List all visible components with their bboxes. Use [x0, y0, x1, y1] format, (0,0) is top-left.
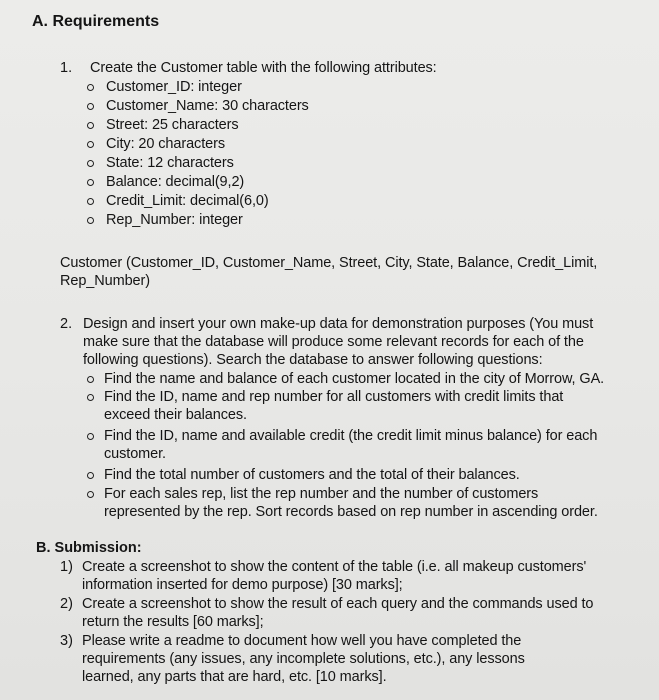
bullet-icon: [87, 394, 94, 401]
attribute-item: Credit_Limit: decimal(6,0): [106, 193, 269, 209]
submission-3-number: 3): [60, 633, 73, 649]
item-2-number: 2.: [60, 316, 73, 332]
submission-item: Please write a readme to document how well you have completed the: [82, 633, 522, 649]
attribute-item: State: 12 characters: [106, 155, 234, 171]
submission-item: Create a screenshot to show the result of each query and the commands used to: [82, 596, 594, 612]
bullet-icon: [87, 160, 94, 167]
question-item: Find the ID, name and available credit (the credit limit minus balance) for each: [104, 428, 598, 444]
attribute-item: Customer_Name: 30 characters: [106, 98, 309, 114]
question-item: represented by the rep. Sort records based on rep number in ascending order.: [104, 504, 598, 520]
attribute-item: Rep_Number: integer: [106, 212, 243, 228]
bullet-icon: [87, 217, 94, 224]
schema-text: Customer (Customer_ID, Customer_Name, Street, City, State, Balance, Credit_Limit,: [60, 255, 598, 271]
attribute-item: Customer_ID: integer: [106, 79, 242, 95]
question-item: customer.: [104, 446, 166, 462]
submission-1-number: 1): [60, 559, 73, 575]
item-2-intro: Design and insert your own make-up data for demonstration purposes (You must: [83, 316, 594, 332]
bullet-icon: [87, 376, 94, 383]
question-item: For each sales rep, list the rep number and the number of customers: [104, 486, 539, 502]
submission-item: learned, any parts that are hard, etc. [10 marks].: [82, 669, 387, 685]
item-1-number: 1.: [60, 60, 73, 76]
bullet-icon: [87, 491, 94, 498]
question-item: Find the name and balance of each customer located in the city of Morrow, GA.: [104, 371, 605, 387]
section-a-heading: A. Requirements: [32, 13, 160, 30]
question-item: exceed their balances.: [104, 407, 247, 423]
submission-item: information inserted for demo purpose) [30 marks];: [82, 577, 403, 593]
attribute-item: Street: 25 characters: [106, 117, 239, 133]
bullet-icon: [87, 141, 94, 148]
bullet-icon: [87, 122, 94, 129]
schema-text: Rep_Number): [60, 273, 150, 289]
bullet-icon: [87, 103, 94, 110]
submission-2-number: 2): [60, 596, 73, 612]
submission-item: requirements (any issues, any incomplete solutions, etc.), any lessons: [82, 651, 525, 667]
item-2-intro: make sure that the database will produce some relevant records for each of the: [83, 334, 584, 350]
bullet-icon: [87, 179, 94, 186]
attribute-item: City: 20 characters: [106, 136, 225, 152]
attribute-item: Balance: decimal(9,2): [106, 174, 245, 190]
submission-item: return the results [60 marks];: [82, 614, 264, 630]
question-item: Find the ID, name and rep number for all customers with credit limits that: [104, 389, 564, 405]
item-1-intro: Create the Customer table with the following attributes:: [90, 60, 437, 76]
item-2-intro: following questions). Search the database to answer following questions:: [83, 352, 543, 368]
question-item: Find the total number of customers and the total of their balances.: [104, 467, 520, 483]
bullet-icon: [87, 433, 94, 440]
bullet-icon: [87, 84, 94, 91]
submission-item: Create a screenshot to show the content of the table (i.e. all makeup customers': [82, 559, 587, 575]
bullet-icon: [87, 472, 94, 479]
bullet-icon: [87, 198, 94, 205]
section-b-heading: B. Submission:: [36, 540, 142, 556]
